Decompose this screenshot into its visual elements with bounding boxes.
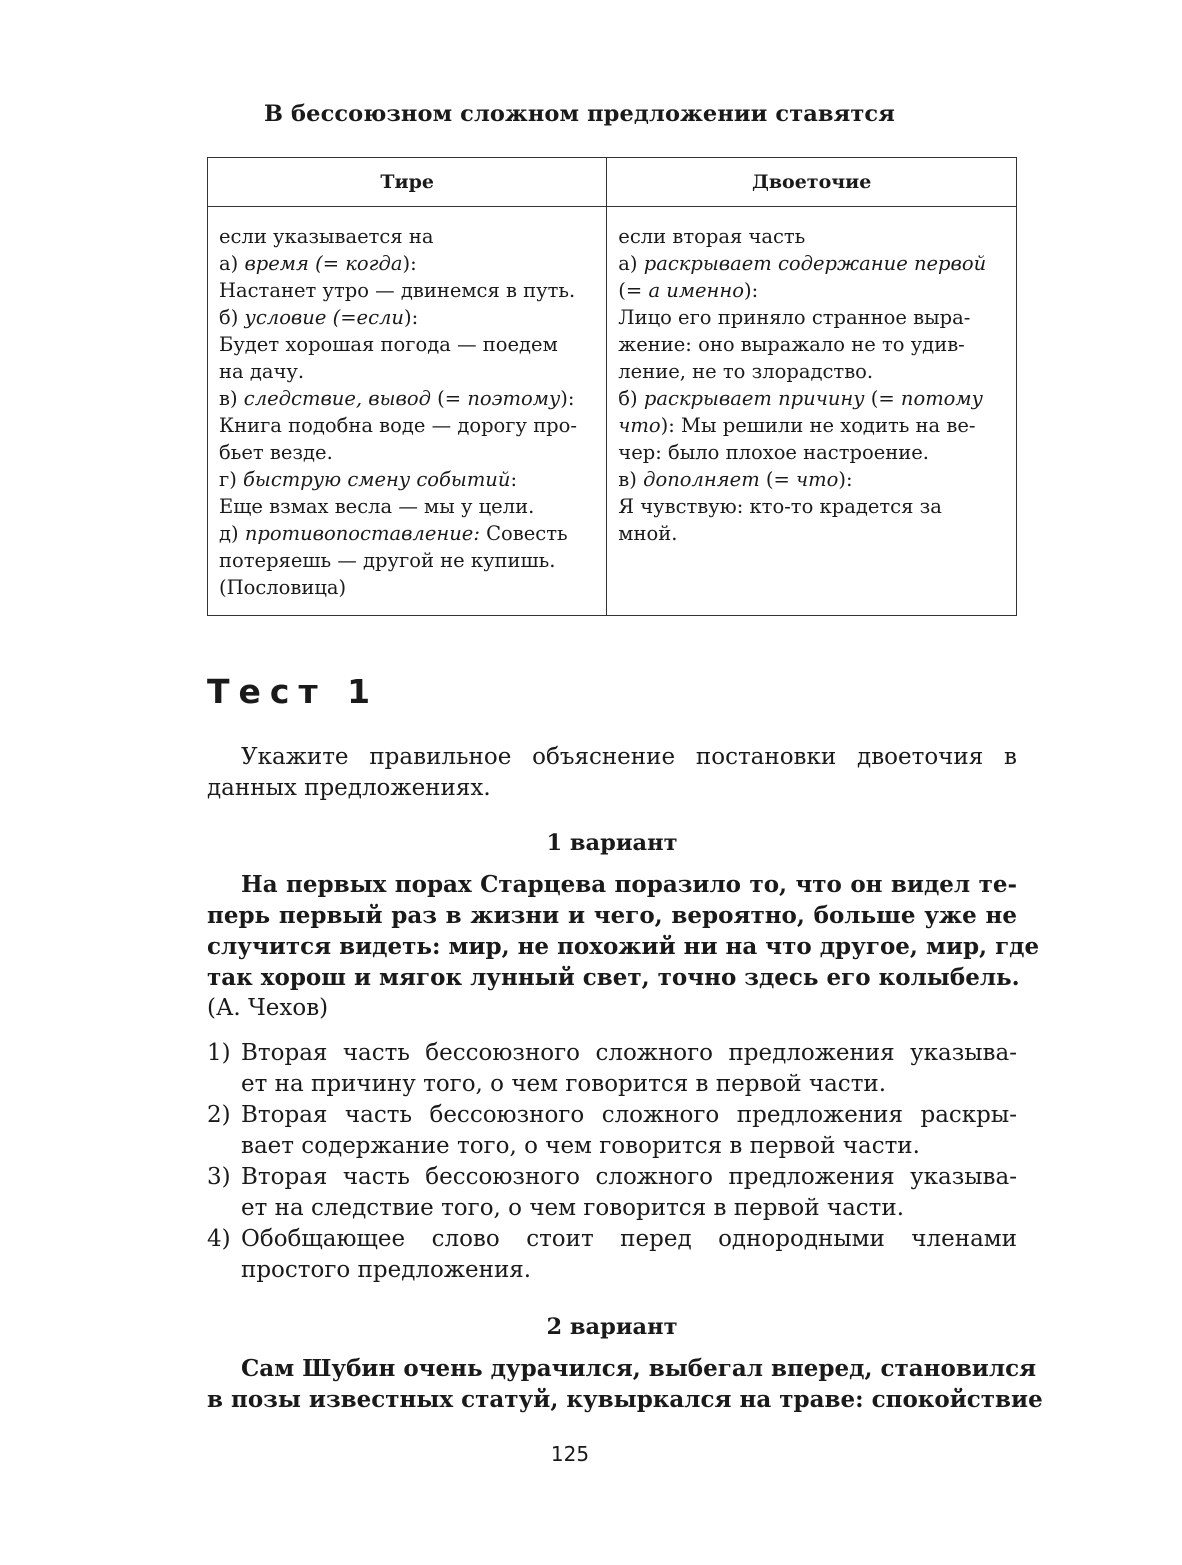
rule-line: ление, не то злорадство. <box>618 360 874 383</box>
answer-option-2[interactable] <box>207 1100 1017 1162</box>
rule-line: Лицо его приняло странное выра- <box>618 306 971 329</box>
passage-line: Сам Шубин очень дурачился, выбегал вперед, становился <box>241 1355 1037 1382</box>
punctuation-rules-table <box>207 157 1017 616</box>
passage-line: в позы известных статуй, кувыркался на траве: спокойствие <box>207 1386 1043 1413</box>
passage-line: так хорош и мягок лунный свет, точно здесь его колыбель. <box>207 964 1020 991</box>
answer-text: Вторая часть бессоюзного сложного предложения раскры- <box>241 1102 1017 1128</box>
rule-line: в) следствие, вывод (= поэтому): <box>219 387 575 410</box>
rule-line: что): Мы решили не ходить на ве- <box>618 414 976 437</box>
rule-line: мной. <box>618 522 678 545</box>
rule-line: потеряешь — другой не купишь. <box>219 549 556 572</box>
rule-line: чер: было плохое настроение. <box>618 441 929 464</box>
rule-line: Я чувствую: кто-то крадется за <box>618 495 942 518</box>
rule-line: д) противопоставление: Совесть <box>219 522 568 545</box>
answer-number: 1) <box>207 1040 231 1066</box>
rule-line: (= а именно): <box>618 279 759 302</box>
answer-options <box>207 1038 1017 1286</box>
answer-option-3[interactable] <box>207 1162 1017 1224</box>
answer-number: 4) <box>207 1226 231 1252</box>
rule-line: г) быструю смену событий: <box>219 468 518 491</box>
answer-text: Вторая часть бессоюзного сложного предложения указыва- <box>241 1040 1017 1066</box>
rule-line: на дачу. <box>219 360 305 383</box>
passage-source: (А. Чехов) <box>207 995 329 1021</box>
rule-line: а) время (= когда): <box>219 252 417 275</box>
rule-line: а) раскрывает содержание первой <box>618 252 987 275</box>
answer-text: вает содержание того, о чем говорится в первой части. <box>241 1133 920 1159</box>
header-dash: Тире <box>208 158 607 207</box>
table-caption: В бессоюзном сложном предложении ставятся <box>264 101 895 127</box>
test-instructions <box>207 742 1017 804</box>
rule-line: жение: оно выражало не то удив- <box>618 333 965 356</box>
answer-text: Вторая часть бессоюзного сложного предложения указыва- <box>241 1164 1017 1190</box>
answer-option-1[interactable] <box>207 1038 1017 1100</box>
passage-line: случится видеть: мир, не похожий ни на что другое, мир, где <box>207 933 1040 960</box>
rule-line: в) дополняет (= что): <box>618 468 853 491</box>
passage-line: На первых порах Старцева поразило то, что он видел те- <box>241 871 1017 898</box>
rule-line: если вторая часть <box>618 225 806 248</box>
rule-line: Будет хорошая погода — поедем <box>219 333 558 356</box>
answer-number: 2) <box>207 1102 231 1128</box>
passage-line: перь первый раз в жизни и чего, вероятно, больше уже не <box>207 902 1017 929</box>
rule-line: Настанет утро — двинемся в путь. <box>219 279 576 302</box>
variant-2-passage <box>207 1353 1043 1415</box>
page-number: 125 <box>550 1442 590 1466</box>
answer-text: простого предложения. <box>241 1257 532 1283</box>
answer-text: ет на следствие того, о чем говорится в первой части. <box>241 1195 905 1221</box>
rule-line: бьет везде. <box>219 441 333 464</box>
rule-line: Еще взмах весла — мы у цели. <box>219 495 535 518</box>
answer-option-4[interactable] <box>207 1224 1017 1286</box>
colon-rules-cell <box>607 207 1017 616</box>
test-title: Тест 1 <box>207 672 380 711</box>
answer-text: Обобщающее слово стоит перед однородными членами <box>241 1226 1017 1252</box>
rule-line: Книга подобна воде — дорогу про- <box>219 414 577 437</box>
rule-line: б) раскрывает причину (= потому <box>618 387 983 410</box>
variant-1-passage <box>207 869 1040 1024</box>
rule-line: б) условие (=если): <box>219 306 419 329</box>
instruction-line: данных предложениях. <box>207 775 491 801</box>
header-colon: Двоеточие <box>607 158 1017 207</box>
rule-line: если указывается на <box>219 225 434 248</box>
instruction-line: Укажите правильное объяснение постановки двоеточия в <box>241 744 1017 770</box>
variant-1-heading: 1 вариант <box>546 830 678 856</box>
answer-number: 3) <box>207 1164 231 1190</box>
rule-line: (Пословица) <box>219 576 347 599</box>
dash-rules-cell <box>208 207 607 616</box>
answer-text: ет на причину того, о чем говорится в первой части. <box>241 1071 887 1097</box>
variant-2-heading: 2 вариант <box>546 1314 678 1340</box>
